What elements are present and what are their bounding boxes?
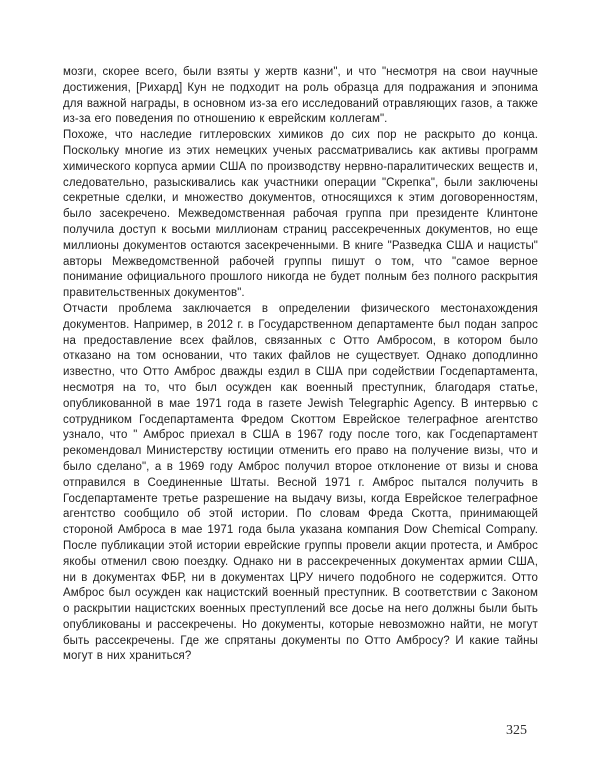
paragraph: Похоже, что наследие гитлеровских химиков до сих пор не раскрыто до конца. Поскольку многие из этих немецких ученых рассматривались как активы программ химического корпуса армии США по производству нервно-паралитических веществ и, следовательно, разыскивались как участники операции "Скрепка", были заключены секретные сделки, и множество документов, относящихся к этим договоренностям, было засекречено. Межведомственная рабочая группа при президенте Клинтоне получила доступ к восьми миллионам страниц рассекреченных документов, но еще миллионы документов остаются засекреченными. В книге "Разведка США и нацисты" авторы Межведомственной рабочей группы пишут о том, что "самое верное понимание официального прошлого никогда не будет полным без полного раскрытия правительственных документов". [63, 129, 538, 300]
page-text [63, 65, 538, 665]
paragraph: Отчасти проблема заключается в определении физического местонахождения документов. Например, в 2012 г. в Государственном департаменте был подан запрос на предоставление всех файлов, связанных с Отто Амбросом, в котором было отказано на том основании, что таких файлов не существует. Однако доподлинно известно, что Отто Амброс дважды ездил в США при содействии Госдепартамента, несмотря на то, что был осужден как военный преступник, благодаря статье, опубликованной в мае 1971 года в газете Jewish Telegraphic Agency. В интервью с сотрудником Госдепартамента Фредом Скоттом Еврейское телеграфное агентство узнало, что " Амброс приехал в США в 1967 году после того, как Госдепартамент рекомендовал Министерству юстиции отменить его право на получение визы, что и было сделано", а в 1969 году Амброс получил второе отклонение от визы и снова отправился в Соединенные Штаты. Весной 1971 г. Амброс пытался получить в Госдепартаменте третье разрешение на выдачу визы, когда Еврейское телеграфное агентство сообщило об этой истории. По словам Фреда Скотта, принимающей стороной Амброса в мае 1971 года была указана компания Dow Chemical Company. После публикации этой истории еврейские группы провели акции протеста, и Амброс якобы отменил свою поездку. Однако ни в рассекреченных документах армии США, ни в документах ФБР, ни в документах ЦРУ ничего подобного не содержится. Отто Амброс был осужден как нацистский военный преступник. В соответствии с Законом о раскрытии нацистских военных преступлений все досье на него должны были быть опубликованы и рассекречены. Но документы, которые невозможно найти, не могут быть рассекречены. Где же спрятаны документы по Отто Амбросу? И какие тайны могут в них храниться? [63, 302, 538, 663]
paragraph: мозги, скорее всего, были взяты у жертв казни", и что "несмотря на свои научные достижения, [Рихард] Кун не подходит на роль образца для подражания и эпонима для важной награды, в основном из-за его исследований отравляющих газов, а также из-за его поведения по отношению к еврейским коллегам". [63, 66, 538, 126]
page-number: 325 [506, 723, 527, 738]
